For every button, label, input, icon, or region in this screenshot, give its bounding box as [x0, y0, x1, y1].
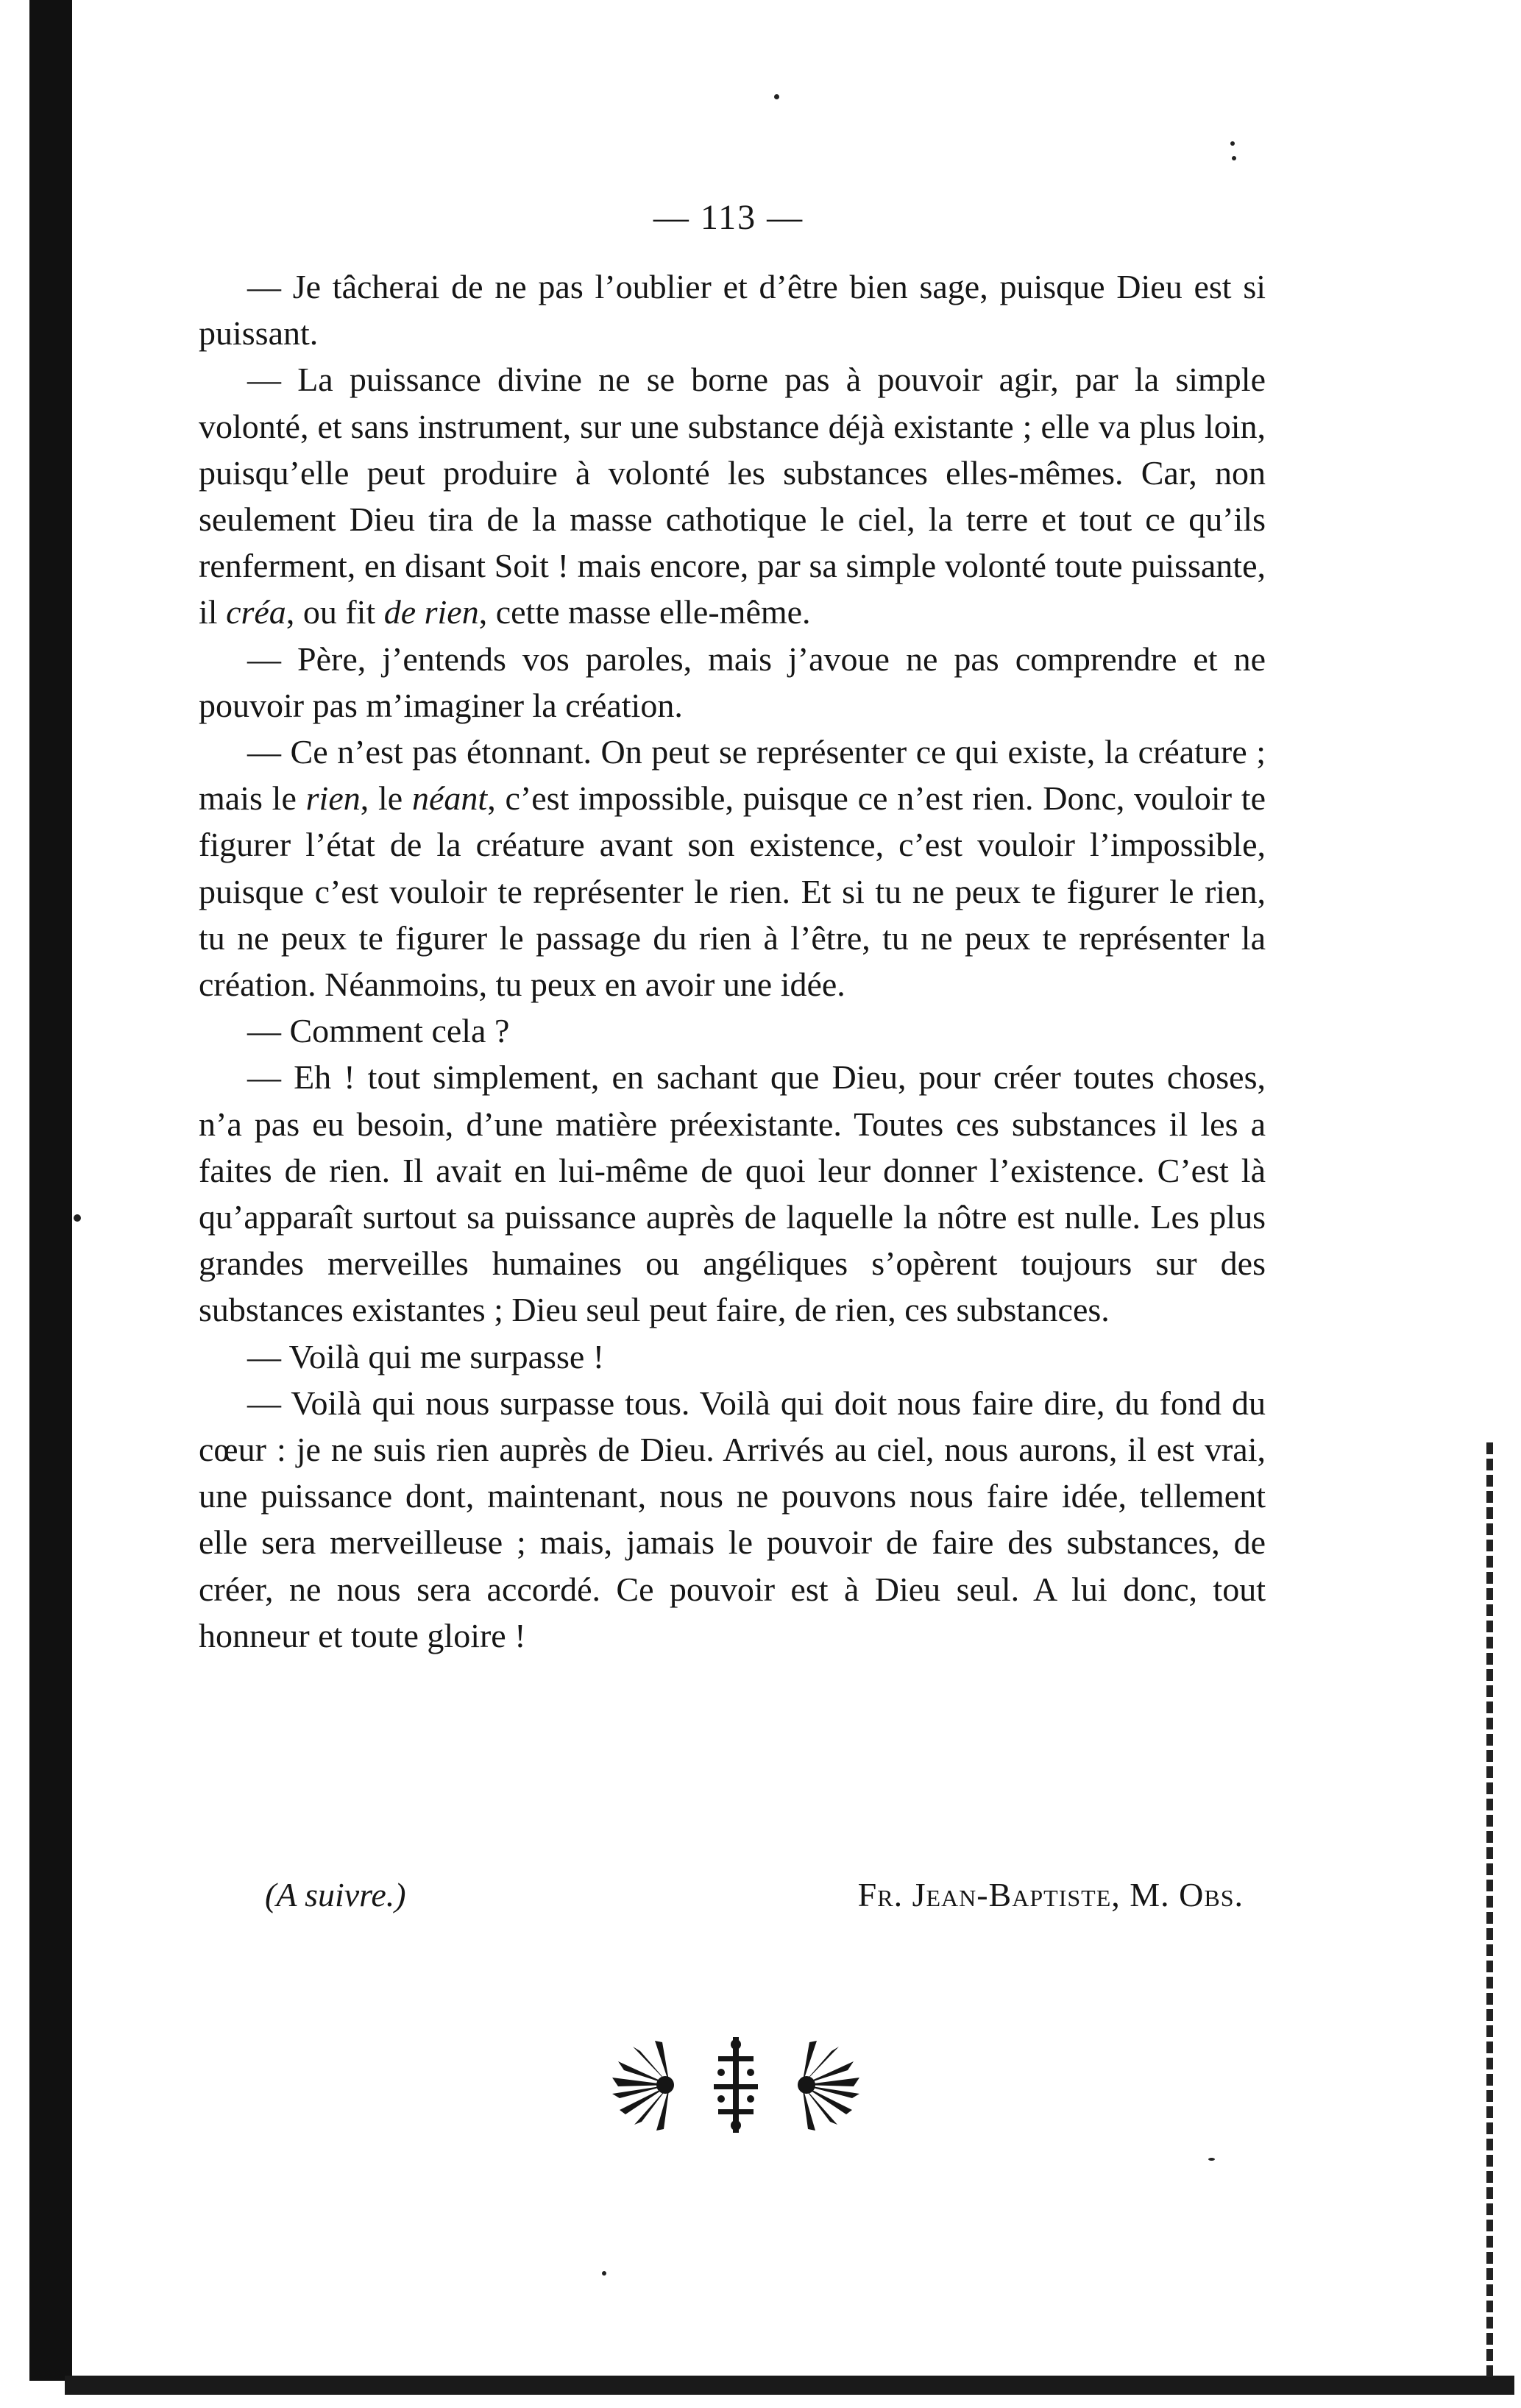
floral-fleuron-icon [603, 2030, 868, 2140]
paragraph [199, 1334, 1266, 1380]
scan-speck [1208, 2158, 1215, 2161]
paragraph-text: — Voilà qui me surpasse ! [247, 1337, 605, 1375]
scan-speck [1232, 156, 1236, 160]
paragraph [199, 729, 1266, 1008]
paragraph [199, 636, 1266, 729]
paragraph-text: — Comment cela ? [247, 1012, 510, 1050]
paragraph-text: — Père, j’entends vos paroles, mais j’avoue ne pas comprendre et ne pouvoir pas m’imaginer la création. [199, 640, 1266, 724]
italic-term: rien [305, 779, 361, 818]
paragraph-text: , ou fit [286, 593, 384, 631]
paragraph-text: , le [360, 779, 413, 818]
paragraph [199, 1380, 1266, 1659]
scan-speck [602, 2271, 606, 2276]
paragraph [199, 1054, 1266, 1333]
signature-line [199, 1875, 1266, 1927]
italic-term: créa [226, 593, 286, 631]
italic-term: de rien [383, 593, 479, 631]
paragraph-text: — La puissance divine ne se borne pas à pouvoir agir, par la simple volonté, et sans instrument, sur une substance déjà existante ; elle va plus loin, puisqu’elle peut produire à volonté les substances elles-mêmes. Car, non seulement Dieu tira de la masse cathotique le ciel, la terre et tout ce qu’ils renferment, en disant Soit ! mais encore, par sa simple volonté toute puissante, il [199, 361, 1266, 631]
paragraph-text: , c’est impossible, puisque ce n’est rien. Donc, vouloir te figurer l’état de la créature avant son existence, c’est vouloir l’impossible, puisque c’est vouloir te représenter le rien. Et si tu ne peux te figurer le rien, tu ne peux te figurer le passage du rien à l’être, tu ne peux te représenter la création. Néanmoins, tu peux en avoir une idée. [199, 779, 1266, 1004]
paragraph-text: , cette masse elle-même. [478, 593, 811, 631]
paragraph [199, 263, 1266, 356]
paragraph-text: — Voilà qui nous surpasse tous. Voilà qui doit nous faire dire, du fond du cœur : je ne suis rien auprès de Dieu. Arrivés au ciel, nous aurons, il est vrai, une puissance dont, maintenant, nous ne pouvons nous faire idée, tellement elle sera merveilleuse ; mais, jamais le pouvoir de faire des substances, de créer, ne nous sera accordé. Ce pouvoir est à Dieu seul. A lui donc, tout honneur et toute gloire ! [199, 1384, 1266, 1654]
page-number: — 113 — [653, 198, 804, 237]
scan-bottom-edge [65, 2376, 1514, 2395]
paragraph-text: — Eh ! tout simplement, en sachant que Dieu, pour créer toutes choses, n’a pas eu besoin, d’une matière préexistante. Toutes ces substances il les a faites de rien. Il avait en lui-même de quoi leur donner l’existence. C’est là qu’apparaît surtout sa puissance auprès de laquelle la nôtre est nulle. Les plus grandes merveilles humaines ou angéliques s’opèrent toujours sur des substances existantes ; Dieu seul peut faire, de rien, ces substances. [199, 1058, 1266, 1329]
paragraph [199, 356, 1266, 635]
scan-speck [74, 1214, 81, 1222]
paragraph-text: — Ce n’est pas étonnant. On peut se représenter ce qui existe, la créature ; mais le [199, 733, 1266, 818]
to-be-continued: (A suivre.) [265, 1876, 406, 1913]
body-text [199, 263, 1266, 1659]
paragraph-text: — Je tâcherai de ne pas l’oublier et d’être bien sage, puisque Dieu est si puissant. [199, 268, 1266, 353]
paragraph [199, 1008, 1266, 1054]
scan-right-edge [1486, 1442, 1493, 2377]
scan-speck [1230, 141, 1235, 146]
scan-left-edge [29, 0, 72, 2381]
scan-speck [774, 94, 779, 99]
italic-term: néant [412, 779, 488, 818]
author-signature: Fr. Jean-Baptiste, M. Obs. [857, 1876, 1244, 1913]
